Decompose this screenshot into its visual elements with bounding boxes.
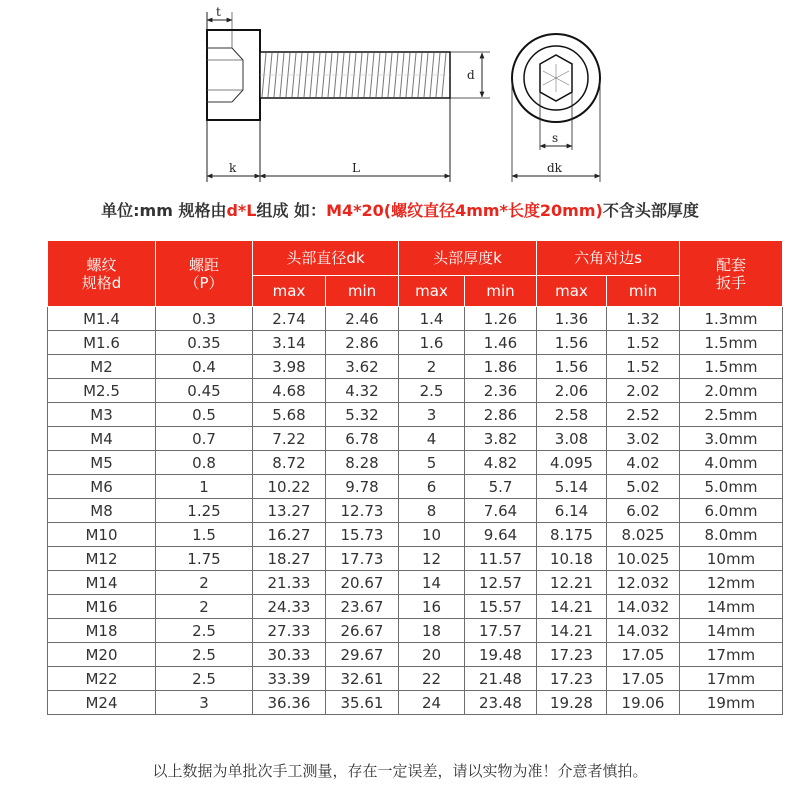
header-thread-spec: 螺纹 规格d bbox=[48, 241, 156, 307]
dim-label-k: k bbox=[229, 161, 237, 175]
cell-pitch: 0.8 bbox=[156, 451, 253, 475]
cell-s-max: 4.095 bbox=[537, 451, 607, 475]
cell-pitch: 0.35 bbox=[156, 331, 253, 355]
cell-s-min: 14.032 bbox=[607, 595, 680, 619]
cell-thread-spec: M10 bbox=[48, 523, 156, 547]
cell-dk-max: 10.22 bbox=[253, 475, 326, 499]
cell-pitch: 2 bbox=[156, 595, 253, 619]
cell-s-max: 12.21 bbox=[537, 571, 607, 595]
cell-wrench-size: 14mm bbox=[680, 595, 783, 619]
cell-thread-spec: M4 bbox=[48, 427, 156, 451]
cell-dk-min: 8.28 bbox=[326, 451, 399, 475]
cell-thread-spec: M6 bbox=[48, 475, 156, 499]
cell-thread-spec: M1.6 bbox=[48, 331, 156, 355]
table-row bbox=[48, 571, 783, 595]
cell-pitch: 1.25 bbox=[156, 499, 253, 523]
cell-pitch: 1.75 bbox=[156, 547, 253, 571]
cell-k-max: 20 bbox=[399, 643, 465, 667]
table-row bbox=[48, 451, 783, 475]
cell-k-min: 7.64 bbox=[465, 499, 537, 523]
screw-diagram bbox=[0, 0, 800, 195]
cell-s-max: 10.18 bbox=[537, 547, 607, 571]
cell-dk-max: 4.68 bbox=[253, 379, 326, 403]
dim-label-s: s bbox=[552, 131, 559, 145]
cell-k-min: 1.26 bbox=[465, 307, 537, 331]
header-max: max bbox=[537, 276, 607, 307]
cell-s-min: 14.032 bbox=[607, 619, 680, 643]
table-row bbox=[48, 619, 783, 643]
cell-dk-min: 35.61 bbox=[326, 691, 399, 715]
cell-k-min: 11.57 bbox=[465, 547, 537, 571]
cell-dk-min: 20.67 bbox=[326, 571, 399, 595]
cell-s-min: 19.06 bbox=[607, 691, 680, 715]
cell-thread-spec: M8 bbox=[48, 499, 156, 523]
header-head-thickness: 头部厚度k bbox=[399, 241, 537, 276]
cell-wrench-size: 5.0mm bbox=[680, 475, 783, 499]
cell-thread-spec: M1.4 bbox=[48, 307, 156, 331]
cell-thread-spec: M2.5 bbox=[48, 379, 156, 403]
cell-wrench-size: 1.5mm bbox=[680, 355, 783, 379]
cell-wrench-size: 1.5mm bbox=[680, 331, 783, 355]
cell-dk-max: 3.98 bbox=[253, 355, 326, 379]
spec-table bbox=[47, 240, 783, 715]
table-row bbox=[48, 427, 783, 451]
cell-dk-max: 24.33 bbox=[253, 595, 326, 619]
cell-s-max: 1.56 bbox=[537, 355, 607, 379]
cell-k-min: 1.86 bbox=[465, 355, 537, 379]
cell-k-min: 4.82 bbox=[465, 451, 537, 475]
table-row bbox=[48, 691, 783, 715]
cell-wrench-size: 2.5mm bbox=[680, 403, 783, 427]
table-row bbox=[48, 523, 783, 547]
cell-dk-max: 2.74 bbox=[253, 307, 326, 331]
table-row bbox=[48, 331, 783, 355]
header-max: max bbox=[399, 276, 465, 307]
footer-disclaimer: 以上数据为单批次手工测量，存在一定误差，请以实物为准！介意者慎拍。 bbox=[152, 762, 648, 780]
cell-k-max: 12 bbox=[399, 547, 465, 571]
cell-k-max: 3 bbox=[399, 403, 465, 427]
table-row bbox=[48, 355, 783, 379]
cell-s-min: 17.05 bbox=[607, 643, 680, 667]
cell-s-min: 5.02 bbox=[607, 475, 680, 499]
cell-pitch: 2.5 bbox=[156, 667, 253, 691]
screw-side-view bbox=[207, 30, 450, 120]
table-row bbox=[48, 403, 783, 427]
table-row bbox=[48, 595, 783, 619]
cell-wrench-size: 4.0mm bbox=[680, 451, 783, 475]
cell-s-max: 2.06 bbox=[537, 379, 607, 403]
cell-dk-max: 5.68 bbox=[253, 403, 326, 427]
cell-k-min: 21.48 bbox=[465, 667, 537, 691]
cell-dk-max: 18.27 bbox=[253, 547, 326, 571]
cell-k-min: 2.36 bbox=[465, 379, 537, 403]
cell-pitch: 0.7 bbox=[156, 427, 253, 451]
cell-wrench-size: 8.0mm bbox=[680, 523, 783, 547]
cell-k-min: 9.64 bbox=[465, 523, 537, 547]
cell-k-min: 5.7 bbox=[465, 475, 537, 499]
cell-dk-min: 2.86 bbox=[326, 331, 399, 355]
cell-s-max: 17.23 bbox=[537, 643, 607, 667]
dim-label-t: t bbox=[216, 5, 221, 19]
cell-pitch: 2 bbox=[156, 571, 253, 595]
cell-s-min: 3.02 bbox=[607, 427, 680, 451]
header-wrench: 配套 扳手 bbox=[680, 241, 783, 307]
cell-k-max: 4 bbox=[399, 427, 465, 451]
cell-wrench-size: 19mm bbox=[680, 691, 783, 715]
cell-s-max: 5.14 bbox=[537, 475, 607, 499]
dim-label-dk: dk bbox=[547, 161, 562, 175]
cell-thread-spec: M5 bbox=[48, 451, 156, 475]
cell-s-max: 8.175 bbox=[537, 523, 607, 547]
screw-end-view bbox=[512, 34, 600, 122]
header-min: min bbox=[326, 276, 399, 307]
cell-wrench-size: 17mm bbox=[680, 643, 783, 667]
cell-thread-spec: M12 bbox=[48, 547, 156, 571]
cell-k-min: 2.86 bbox=[465, 403, 537, 427]
cell-k-max: 22 bbox=[399, 667, 465, 691]
cell-s-min: 1.52 bbox=[607, 355, 680, 379]
dim-label-L: L bbox=[352, 161, 360, 175]
cell-wrench-size: 12mm bbox=[680, 571, 783, 595]
cell-dk-min: 17.73 bbox=[326, 547, 399, 571]
header-max: max bbox=[253, 276, 326, 307]
header-pitch: 螺距 （P） bbox=[156, 241, 253, 307]
cell-k-max: 5 bbox=[399, 451, 465, 475]
cell-dk-max: 27.33 bbox=[253, 619, 326, 643]
cell-pitch: 0.3 bbox=[156, 307, 253, 331]
cell-dk-min: 15.73 bbox=[326, 523, 399, 547]
cell-wrench-size: 17mm bbox=[680, 667, 783, 691]
header-hex-across: 六角对边s bbox=[537, 241, 680, 276]
cell-k-min: 1.46 bbox=[465, 331, 537, 355]
cell-s-max: 14.21 bbox=[537, 595, 607, 619]
cell-k-min: 15.57 bbox=[465, 595, 537, 619]
table-row bbox=[48, 643, 783, 667]
cell-s-min: 1.52 bbox=[607, 331, 680, 355]
cell-dk-max: 33.39 bbox=[253, 667, 326, 691]
table-row bbox=[48, 667, 783, 691]
cell-dk-min: 4.32 bbox=[326, 379, 399, 403]
cell-s-min: 12.032 bbox=[607, 571, 680, 595]
cell-k-max: 16 bbox=[399, 595, 465, 619]
cell-dk-min: 2.46 bbox=[326, 307, 399, 331]
cell-s-max: 1.56 bbox=[537, 331, 607, 355]
cell-s-max: 6.14 bbox=[537, 499, 607, 523]
spec-example: M4*20(螺纹直径4mm*长度20mm) bbox=[326, 201, 603, 220]
cell-wrench-size: 3.0mm bbox=[680, 427, 783, 451]
cell-thread-spec: M14 bbox=[48, 571, 156, 595]
cell-dk-min: 3.62 bbox=[326, 355, 399, 379]
cell-wrench-size: 10mm bbox=[680, 547, 783, 571]
cell-k-max: 1.6 bbox=[399, 331, 465, 355]
cell-dk-min: 9.78 bbox=[326, 475, 399, 499]
cell-s-min: 10.025 bbox=[607, 547, 680, 571]
cell-dk-min: 12.73 bbox=[326, 499, 399, 523]
cell-s-min: 4.02 bbox=[607, 451, 680, 475]
cell-thread-spec: M2 bbox=[48, 355, 156, 379]
spec-text-5: 不含头部厚度 bbox=[602, 201, 699, 220]
cell-s-min: 17.05 bbox=[607, 667, 680, 691]
cell-dk-min: 26.67 bbox=[326, 619, 399, 643]
cell-k-max: 2 bbox=[399, 355, 465, 379]
cell-thread-spec: M18 bbox=[48, 619, 156, 643]
cell-pitch: 0.4 bbox=[156, 355, 253, 379]
table-row bbox=[48, 547, 783, 571]
spec-text-1: 单位:mm 规格由 bbox=[101, 201, 227, 220]
table-row bbox=[48, 379, 783, 403]
cell-dk-max: 8.72 bbox=[253, 451, 326, 475]
cell-k-min: 12.57 bbox=[465, 571, 537, 595]
spec-description bbox=[0, 198, 800, 221]
table-row bbox=[48, 475, 783, 499]
cell-wrench-size: 1.3mm bbox=[680, 307, 783, 331]
cell-k-min: 19.48 bbox=[465, 643, 537, 667]
cell-k-max: 14 bbox=[399, 571, 465, 595]
dim-label-d: d bbox=[467, 68, 475, 82]
cell-k-max: 2.5 bbox=[399, 379, 465, 403]
cell-wrench-size: 2.0mm bbox=[680, 379, 783, 403]
cell-dk-max: 16.27 bbox=[253, 523, 326, 547]
cell-wrench-size: 6.0mm bbox=[680, 499, 783, 523]
cell-dk-max: 30.33 bbox=[253, 643, 326, 667]
cell-dk-max: 21.33 bbox=[253, 571, 326, 595]
cell-s-max: 14.21 bbox=[537, 619, 607, 643]
cell-s-max: 19.28 bbox=[537, 691, 607, 715]
cell-thread-spec: M16 bbox=[48, 595, 156, 619]
cell-s-min: 1.32 bbox=[607, 307, 680, 331]
cell-s-max: 3.08 bbox=[537, 427, 607, 451]
cell-s-max: 1.36 bbox=[537, 307, 607, 331]
cell-dk-min: 6.78 bbox=[326, 427, 399, 451]
cell-k-min: 17.57 bbox=[465, 619, 537, 643]
cell-pitch: 0.5 bbox=[156, 403, 253, 427]
cell-k-max: 6 bbox=[399, 475, 465, 499]
spec-text-3: 组成 如： bbox=[256, 201, 327, 220]
cell-k-max: 8 bbox=[399, 499, 465, 523]
cell-k-max: 18 bbox=[399, 619, 465, 643]
cell-k-min: 3.82 bbox=[465, 427, 537, 451]
spec-table-body bbox=[48, 307, 783, 715]
cell-k-max: 1.4 bbox=[399, 307, 465, 331]
cell-dk-min: 29.67 bbox=[326, 643, 399, 667]
cell-dk-min: 32.61 bbox=[326, 667, 399, 691]
cell-thread-spec: M20 bbox=[48, 643, 156, 667]
cell-pitch: 2.5 bbox=[156, 619, 253, 643]
cell-s-min: 8.025 bbox=[607, 523, 680, 547]
cell-s-max: 17.23 bbox=[537, 667, 607, 691]
header-head-diameter: 头部直径dk bbox=[253, 241, 399, 276]
cell-s-min: 6.02 bbox=[607, 499, 680, 523]
cell-dk-min: 23.67 bbox=[326, 595, 399, 619]
spec-text-2: d*L bbox=[226, 201, 257, 220]
cell-pitch: 1 bbox=[156, 475, 253, 499]
cell-dk-min: 5.32 bbox=[326, 403, 399, 427]
cell-k-max: 24 bbox=[399, 691, 465, 715]
header-min: min bbox=[607, 276, 680, 307]
cell-k-min: 23.48 bbox=[465, 691, 537, 715]
cell-pitch: 2.5 bbox=[156, 643, 253, 667]
table-row bbox=[48, 307, 783, 331]
cell-dk-max: 7.22 bbox=[253, 427, 326, 451]
cell-dk-max: 3.14 bbox=[253, 331, 326, 355]
cell-thread-spec: M22 bbox=[48, 667, 156, 691]
cell-pitch: 1.5 bbox=[156, 523, 253, 547]
cell-dk-max: 36.36 bbox=[253, 691, 326, 715]
cell-s-max: 2.58 bbox=[537, 403, 607, 427]
cell-s-min: 2.52 bbox=[607, 403, 680, 427]
cell-pitch: 3 bbox=[156, 691, 253, 715]
cell-s-min: 2.02 bbox=[607, 379, 680, 403]
cell-wrench-size: 14mm bbox=[680, 619, 783, 643]
table-row bbox=[48, 499, 783, 523]
cell-thread-spec: M24 bbox=[48, 691, 156, 715]
header-min: min bbox=[465, 276, 537, 307]
cell-dk-max: 13.27 bbox=[253, 499, 326, 523]
cell-k-max: 10 bbox=[399, 523, 465, 547]
cell-pitch: 0.45 bbox=[156, 379, 253, 403]
cell-thread-spec: M3 bbox=[48, 403, 156, 427]
